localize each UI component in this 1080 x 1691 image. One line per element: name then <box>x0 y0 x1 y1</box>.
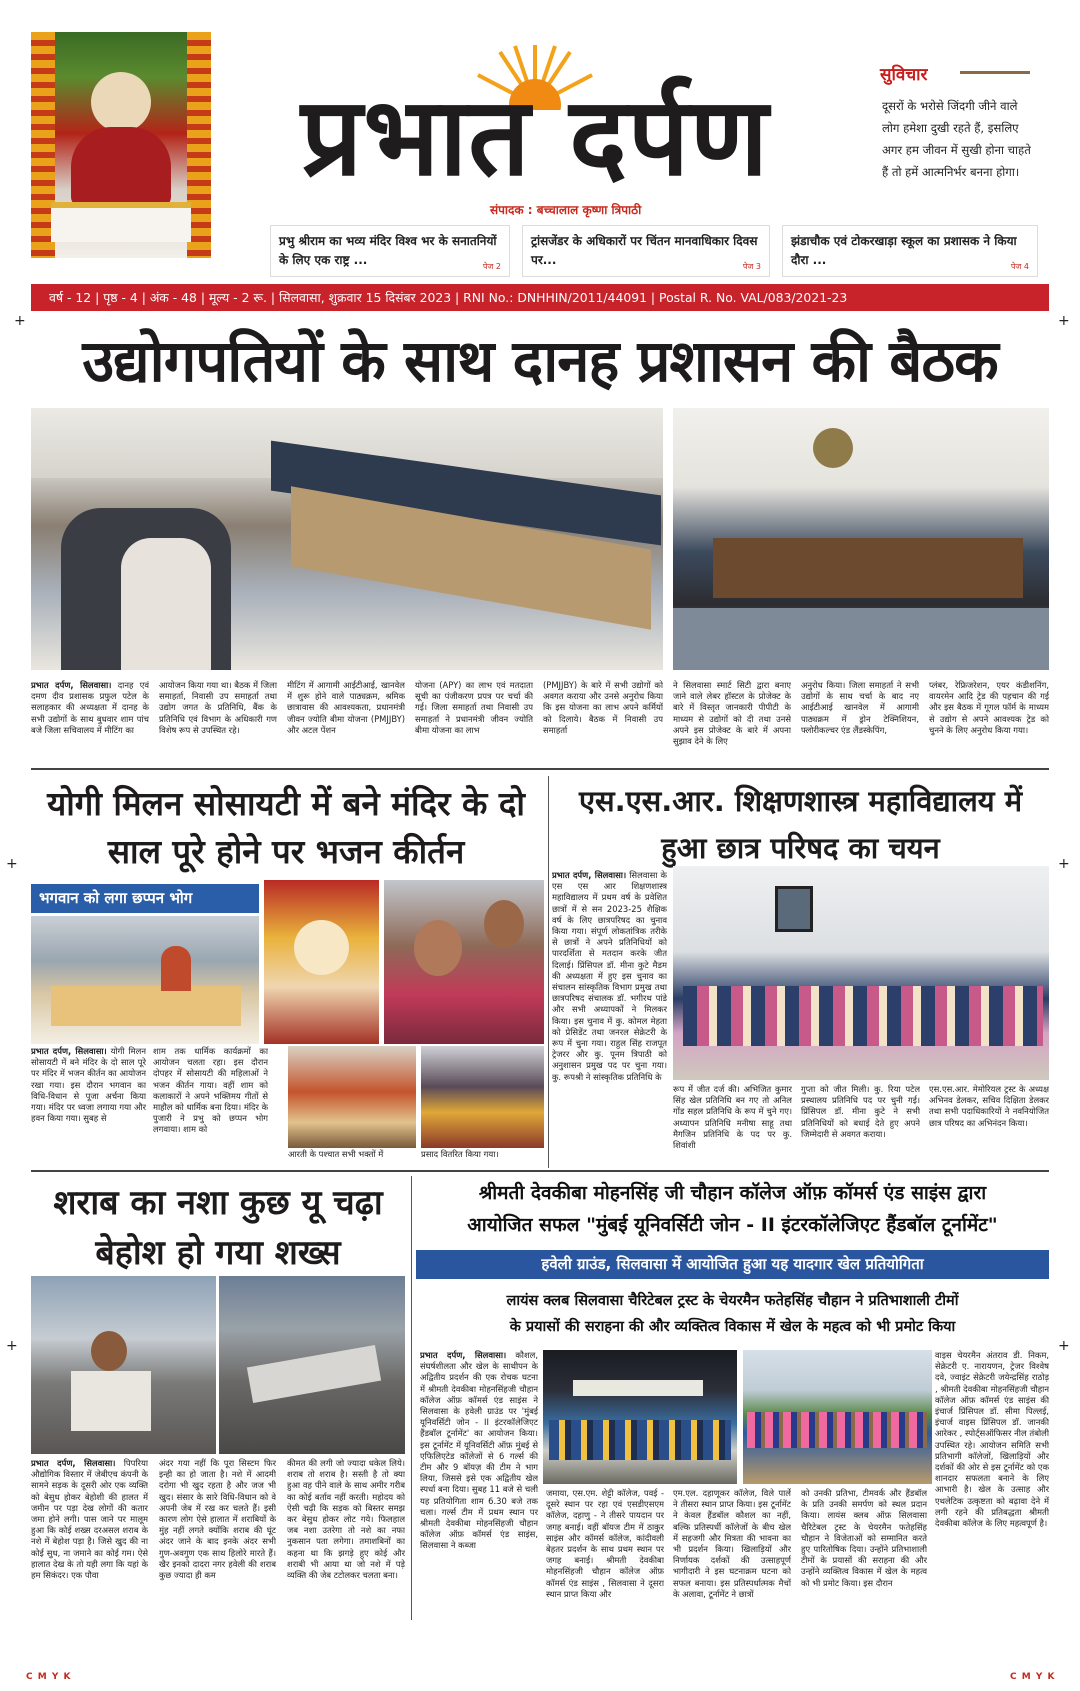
story4-col1 <box>31 1458 148 1620</box>
story4-col3: कीमत की लगी जो ज्यादा धकेल लिये। शराब तो शराब है। सस्ती है तो क्या हुआ वह पीने वाले के साथ अमीर गरीब का कोई बर्ताव नहीं करती। महोदय को ऐसी चढ़ी कि सड़क को बिस्तर समझ कर बेसुध होकर लोट गये। फिलहाल जब नशा उतरेगा तो नशे का नफा नुकसान पता लगेगा। तमाशबिनों का कहना था कि झगड़े हुए कोई और शराबी भी आया था जो नशे में पड़े व्यक्ति की जेब टटोलकर चलता बना। <box>287 1458 405 1581</box>
story1-col7: अनुरोध किया। जिला समाहर्ता ने सभी उद्योगों के साथ चर्चा के बाद नए आईटीआई खानवेल में आगामी पाठ्यक्रम में ड्रोन टेक्निशियन, फ्लोरीकल्चर एंड लैंडस्केपिंग, <box>801 680 919 735</box>
story5-col2: जमाया, एस.एम. शेट्टी कॉलेज, पवई - दूसरे स्थान पर रहा एवं एसडीएसएम कॉलेज, दहाणु - ने तीसरे पायदान पर जगह बनाई। वहीं बॉयज टीम में ठाकुर साइंस और कॉमर्स कॉलेज, कांदीवली बेहतर प्रदर्शन के साथ प्रथम स्थान पर जगह बनाई। श्रीमती देवकीबा मोहनसिंहजी चौहान कॉलेज ऑफ़ कॉमर्स एंड साइंस , सिलवासा ने दूसरा स्थान प्राप्त किया और <box>546 1488 664 1599</box>
info-bar-text: वर्ष - 12 | पृष्ठ - 4 | अंक - 48 | मूल्य - 2 रू. | सिलवासा, शुक्रवार 15 दिसंबर 2023 | RNI No.: DNHHIN/2011/44091 | Postal R. No. VAL/083/2021-23 <box>49 290 848 305</box>
dateline: प्रभात दर्पण, सिलवासा। <box>31 1046 107 1056</box>
masthead-editor: संपादक : बच्चालाल कृष्णा त्रिपाठी <box>490 203 642 217</box>
story2-tag <box>31 884 259 913</box>
story5-col4: को उनकी प्रतिभा, टीमवर्क और हैंडबॉल के प्रति उनकी समर्पण को स्थल प्रदान किया। लायंस क्लब ऑफ़ सिलवासा चैरिटेबल ट्रस्ट के चेयरमैन फतेहसिंह चौहान ने विजेताओं को सम्मानित करते हुए पारितोषिक दिया। उन्होंने प्रतिभाशाली टीमों के प्रयासों की सराहना की और उन्होंने व्यक्तित्व विकास में खेल के महत्व को भी प्रमोट किया। इस दौरान <box>801 1488 927 1588</box>
story2-headline: योगी मिलन सोसायटी में बने मंदिर के दो साल पूरे होने पर भजन कीर्तन <box>47 784 525 871</box>
story5-title-1: श्रीमती देवकीबा मोहनसिंह जी चौहान कॉलेज ऑफ़ कॉमर्स एंड साइंस द्वारा <box>478 1182 987 1204</box>
teaser-text-3: झंडाचौक एवं टोकरखाड़ा स्कूल का प्रशासक ने किया दौरा ... <box>791 234 1017 267</box>
story3-headline: एस.एस.आर. शिक्षणशास्त्र महाविद्यालय में हुआ छात्र परिषद का चयन <box>578 784 1023 865</box>
teaser-box-1[interactable] <box>270 225 510 277</box>
story4-col1-text: पिपरिया औद्योगिक विस्तार में जेबीएच कंपनी के सामने सड़क के दूसरी ओर एक व्यक्ति को बेसुध होकर बेहोशी की हालत में जमीन पर पड़ा देख लोगों की कतार जमा होने लगी। पास जाने पर मालूम हुआ कि कोई शख्स दरअसल शराब के नशे में बेहोश पड़ा है। जिसे खुद की ना कोई सुध, ना जमाने का कोई गम। ऐसे हालात देख के तो यही लगा कि यहां के हम सिकंदर। एक पौवा <box>31 1458 148 1581</box>
story2-col1-text: योगी मिलन सोसायटी में बने मंदिर के दो साल पूरे पर मंदिर में भजन कीर्तन का आयोजन रखा गया। इस दौरान भगवान का विधि-विधान से पूजा अर्चना किया गया। मंदिर पर ध्वजा लगाया गया और हवन किया गया। सुबह से <box>31 1046 146 1124</box>
suvichar-title: सुविचार <box>880 65 928 85</box>
teaser-text-2: ट्रांसजेंडर के अधिकारों पर चिंतन मानवाधिकार दिवस पर... <box>531 234 758 267</box>
column-divider <box>411 1176 412 1620</box>
story1-photo-conference <box>673 408 1049 670</box>
story5-banner-text: हवेली ग्राउंड, सिलवासा में आयोजित हुआ यह यादगार खेल प्रतियोगिता <box>541 1255 924 1273</box>
portrait-frame <box>775 886 813 932</box>
story5-col1 <box>420 1350 538 1620</box>
registration-mark: + <box>1058 313 1070 329</box>
story1-col3: मीटिंग में आगामी आईटीआई, खानवेल में शुरू होने वाले पाठ्यक्रम, श्रमिक छात्रावास की आवश्यकता, प्रधानमंत्री जीवन ज्योति बीमा योजना (PMJJBY) और अटल पेंशन <box>287 680 405 735</box>
story5-title-2: आयोजित सफल "मुंबई यूनिवर्सिटी जोन - II इंटरकॉलेजिएट हैंडबॉल टूर्नामेंट" <box>467 1214 998 1236</box>
story1-col4: योजना (APY) का लाभ एवं मतदाता सूची का पंजीकरण प्रपत्र पर चर्चा की गई। जिला समाहर्ता तथा निवासी उप समाहर्ता ने प्रधानमंत्री जीवन ज्योति बीमा योजना का लाभ <box>415 680 533 735</box>
registration-mark: + <box>1058 856 1070 872</box>
story1-col5: (PMJJBY) के बारे में सभी उद्योगों को अवगत कराया और उनसे अनुरोध किया कि इस योजना का लाभ अपने कर्मियों को दिलाये। बैठक में निवासी उप समाहर्ता <box>543 680 663 735</box>
story2-caption-2: प्रसाद वितरित किया गया। <box>421 1149 499 1159</box>
dateline: प्रभात दर्पण, सिलवासा। <box>552 870 627 880</box>
footer-cmyk-left: C M Y K <box>26 1672 72 1682</box>
story1-col2: आयोजन किया गया था। बैठक में जिला समाहर्ता, निवासी उप समाहर्ता तथा उद्योग जगत के प्रतिनिधि, बैंक के प्रतिनिधि एवं विभाग के अधिकारी गण विशेष रूप से उपस्थित रहे। <box>159 680 277 735</box>
story3-sidebar <box>552 870 667 1160</box>
story5-banner <box>416 1250 1049 1279</box>
masthead-title: प्रभात दर्पण <box>300 75 770 200</box>
suvichar-text: दूसरों के भरोसे जिंदगी जीने वाले लोग हमेशा दुखी रहते हैं, इसलिए अगर हम जीवन में सुखी होना चाहते हैं तो हमें आत्मनिर्भर बनना होगा। <box>882 99 1031 179</box>
story1-col1 <box>31 680 149 758</box>
story5-subhead-2: के प्रयासों की सराहना की और व्यक्तित्व विकास में खेल के महत्व को भी प्रमोट किया <box>509 1319 956 1335</box>
teaser-page-1: पेज 2 <box>482 262 501 271</box>
teaser-text-1: प्रभु श्रीराम का भव्य मंदिर विश्व भर के सनातनियों के लिए एक राष्ट्र ... <box>279 234 497 267</box>
story2-photo-prasad <box>421 1046 544 1148</box>
story1-col1-text: दानह एवं दमण दीव प्रशासक प्रफुल पटेल के सलाहकार की अध्यक्षता में दानह के सभी उद्योगों के साथ बुधवार शाम पांच बजे जिला सचिवालय में मीटिंग का <box>31 680 149 735</box>
story3-col1: रूप में जीत दर्ज की। अभिजित कुमार सिंह खेल प्रतिनिधि बन गए तो अनिल गोंड सहल प्रतिनिधि के रूप में चुने गए। अध्यापन प्रतिनिधि मनीषा साहू तथा मैगजिन प्रतिनिधि के पद पर कु. शिवांशी <box>673 1084 792 1151</box>
story3-sidebar-text: सिलवासा के एस एस आर शिक्षणशास्त्र महाविद्यालय में प्रथम वर्ष के प्रवेशित छात्रों में से सन 2023-25 शैक्षिक वर्ष के लिए छात्रपरिषद का चुनाव किया गया। संपूर्ण लोकतांत्रिक तरीके से छात्रों ने अपने प्रतिनिधियों को पारदर्शिता से मतदान करके जीत दिलाई। प्रिंसिपल डॉ. मीना कुटे मैडम की अध्यक्षता में हुए इस चुनाव का संचालन सांस्कृतिक विभाग प्रमुख तथा छात्रपरिषद संचालक डॉ. भगीरथ पांडे और सभी अध्यापकों ने मिलकर किया। इस चुनाव में कु. कोमल मेहता को प्रेसिडेंट तथा जनरल सेक्रेटरी के रूप में चुना गया। राहुल सिंह राजपूत ट्रेजरर और कु. पूनम त्रिपाठी को अनुशासन प्रमुख पद पर चुना गया। कु. रूपश्री ने सांस्कृतिक प्रतिनिधि के <box>552 870 667 1082</box>
story5-col1-text: कौशल, संघर्षशीलता और खेल के साथीपन के अद्वितीय प्रदर्शन की एक रोचक घटना में श्रीमती देवकीबा मोहनसिंहजी चौहान कॉलेज ऑफ़ कॉमर्स एंड साइंस ने सिलवासा के हवेली ग्राउंड पर 'मुंबई यूनिवर्सिटी जोन - II इंटरकॉलेजिएट हैंडबॉल टूर्नामेंट' का आयोजन किया। इस टूर्नामेंट में यूनिवर्सिटी ऑफ़ मुंबई से एफिलिएटेड कॉलेजों से 6 गर्ल्स की टीम और 9 बॉयज़ की टीम ने भाग लिया, जिससे इसे एक अद्वितीय खेल स्पर्धा बना दिया। सुबह 11 बजे से चली यह प्रतियोगिता शाम 6.30 बजे तक चला। गर्ल्स टीम में प्रथम स्थान पर श्रीमती देवकीबा मोहनसिंहजी चौहान कॉलेज ऑफ़ कॉमर्स एंड साइंस, सिलवासा ने कब्जा <box>420 1350 538 1551</box>
story4-photo-man-lying <box>219 1276 405 1454</box>
story2-caption-1: आरती के पश्चात सभी भक्तों में <box>288 1149 384 1159</box>
registration-mark: + <box>6 1338 18 1354</box>
story5-col3: एम.एल. दहाणूकर कॉलेज, विले पार्ले ने तीसरा स्थान प्राप्त किया। इस टूर्नामेंट ने केवल हैंडबॉल कौशल का नहीं, बल्कि प्रतिस्पर्धी कॉलेजों के बीच खेल में सहजगी और मित्रता की भावना का भी प्रदर्शन किया। खिलाड़ियों और निर्णायक दर्शकों की उत्साहपूर्ण भागीदारी ने इस घटनाक्रम घटना को सफल बनाया। इस प्रतिस्पर्धात्मक मैचों के अलावा, टूर्नामेंट ने छात्रों <box>673 1488 791 1599</box>
story3-photo-council <box>673 866 1049 1080</box>
story2-photo-deities <box>264 880 379 1044</box>
dateline: प्रभात दर्पण, सिलवासा। <box>420 1350 507 1360</box>
story1-headline: उद्योगपतियों के साथ दानह प्रशासन की बैठक <box>82 327 998 395</box>
registration-mark: + <box>14 313 26 329</box>
story2-photo-bhog <box>31 916 259 1044</box>
story3-col3: एस.एस.आर. मेमोरियल ट्रस्ट के अध्यक्ष अभिनव डेलकर, सचिव दिक्षिता डेलकर तथा सभी पदाधिकारियों ने नवनियोजित छात्र परिषद का अभिनंदन किया। <box>929 1084 1049 1128</box>
story2-photo-bhajan <box>384 880 544 1044</box>
story5-col5: वाइस चेयरमैन अंतराव डी. निकम, सेक्रेटरी ए. नारायणन, ट्रेजर विश्वेष दवे, ज्वाइंट सेक्रेटरी जयेन्द्रसिंह राठोड़ , श्रीमती देवकीबा मोहनसिंहजी चौहान कॉलेज ऑफ़ कॉमर्स एंड साइंस की इंचार्ज प्रिंसिपल डॉ. सीमा पिल्लई, इंचार्ज वाइस प्रिंसिपल डॉ. जानकी आरेकर , स्पोर्ट्सऑफिसर नील तंबोली उपस्थित रहे। आयोजन समिति सभी प्रतिभागी कॉलेजों, खिलाड़ियों और दर्शकों की ओर से इस टूर्नामेंट को एक शानदार सफलता बनाने के लिए आभारी है। खेल के उत्साह और एथलेटिक उत्कृष्टता को बढ़ावा देने में लगी रहने की प्रतिबद्धता श्रीमती देवकीबा कॉलेज के लिए महत्वपूर्ण है। <box>935 1350 1049 1529</box>
registration-mark: + <box>1058 1338 1070 1354</box>
story4-col2: अंदर गया नहीं कि पूरा सिस्टम फिर इन्ही का हो जाता है। नशे में आदमी दरोगा भी खुद रहता है और जज भी खुद। संसार के सारे विधि-विधान को वे अपनी जेब में रख कर चलते हैं। इसी कारण लोग ऐसे हालात में शराबियों के मुंह नहीं लगते क्योंकि शराब की घूंट अंदर जाने के बाद इनके अंदर सभी गुण-अवगुण एक साथ हिलोरे मारते हैं। खैर इनको दादरा नगर हवेली की शराब कुछ ज्यादा ही कम <box>159 1458 276 1581</box>
story1-col8: प्लंबर, रेफ्रिजरेशन, एयर कंडीशनिंग, वायरमेन आदि ट्रेड की पहचान की गई और इस बैठक में गूगल फॉर्म के माध्यम से उद्योग से अपने आवश्यक ट्रेड को चुनने के लिए अनुरोध किया गया। <box>929 680 1049 735</box>
story2-tag-text: भगवान को लगा छप्पन भोग <box>39 889 193 907</box>
story5-photo-teams-night <box>543 1350 737 1484</box>
divider <box>31 1170 1049 1172</box>
divider <box>31 768 1049 770</box>
footer-cmyk-right: C M Y K <box>1010 1672 1056 1682</box>
registration-mark: + <box>6 856 18 872</box>
story3-col2: गुप्ता को जीत मिली। कु. रिया पटेल प्रस्थालय प्रतिनिधि पद पर चुनी गई। प्रिंसिपल डॉ. मीना कुटे ने सभी प्रतिनिधियों को बधाई देते हुए अपने जिम्मेदारी से अवगत कराया। <box>801 1084 920 1139</box>
teaser-page-2: पेज 3 <box>742 262 761 271</box>
story5-subhead-1: लायंस क्लब सिलवासा चैरिटेबल ट्रस्ट के चेयरमैन फतेहसिंह चौहान ने प्रतिभाशाली टीमों <box>506 1293 959 1309</box>
column-divider <box>548 776 549 1168</box>
teaser-page-3: पेज 4 <box>1010 262 1029 271</box>
teaser-box-3[interactable] <box>782 225 1038 277</box>
story1-photo-meeting-hall <box>31 408 663 670</box>
story2-col1 <box>31 1046 146 1158</box>
story2-col2: शाम तक धार्मिक कार्यक्रमों का आयोजन चलता रहा। इस दौरान दोपहर में सोसायटी की महिलाओं ने भजन कीर्तन गाया। वहीं शाम को कलाकारों ने अपने भक्तिमय गीतों से माहौल को धार्मिक बना दिया। मंदिर के पुजारी ने प्रभु को छप्पन भोग लगवाया। शाम को <box>153 1046 268 1135</box>
story4-headline: शराब का नशा कुछ यू चढ़ा बेहोश हो गया शख्स <box>53 1183 383 1273</box>
info-bar <box>31 284 1049 311</box>
story1-col6: ने सिलवासा स्मार्ट सिटी द्वारा बनाए जाने वाले लेबर हॉस्टल के प्रोजेक्ट के बारे में विस्तृत जानकारी पीपीटी के माध्यम से उद्योगों को दी तथा उनसे अपने इस प्रोजेक्ट के बारे में अपना सुझाव देने के लिए <box>673 680 791 747</box>
suvichar-rule <box>960 71 1030 74</box>
story5-photo-teams-ground <box>743 1350 932 1484</box>
teaser-box-2[interactable] <box>522 225 770 277</box>
story2-photo-aarti <box>288 1046 416 1148</box>
dateline: प्रभात दर्पण, सिलवासा। <box>31 1458 116 1468</box>
story4-photo-man-seated <box>31 1276 216 1454</box>
masthead-deity-photo <box>31 32 211 258</box>
dateline: प्रभात दर्पण, सिलवासा। <box>31 680 112 690</box>
